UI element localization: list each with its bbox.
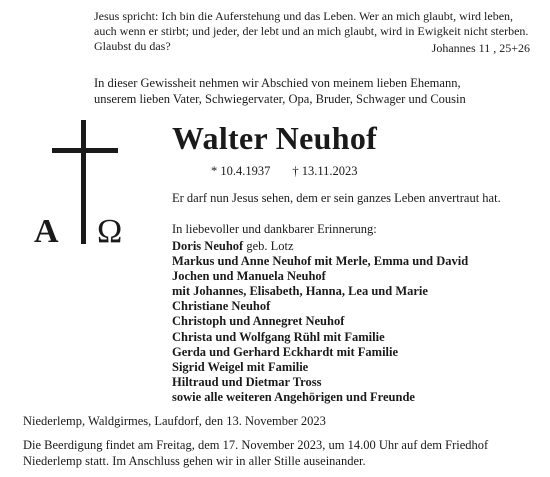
mourner-entry [172, 360, 468, 375]
mourner-entry [172, 375, 468, 390]
mourner-name: Hiltraud und Dietmar Tross [172, 374, 322, 389]
intro-line: In dieser Gewissheit nehmen wir Abschied von meinem lieben Ehemann, [94, 76, 461, 90]
mourners-list [172, 239, 468, 405]
mourner-entry [172, 284, 468, 299]
deceased-name: Walter Neuhof [172, 120, 378, 156]
mourner-name: mit Johannes, Elisabeth, Hanna, Lea und Marie [172, 284, 428, 299]
mourner-entry [172, 345, 468, 360]
omega-symbol: Ω [97, 213, 123, 250]
mourner-name: Christiane Neuhof [172, 299, 271, 314]
alpha-symbol: A [34, 213, 59, 250]
mourner-entry [172, 390, 468, 405]
mourner-entry [172, 239, 468, 254]
bible-verse [94, 9, 534, 54]
intro-line: unserem lieben Vater, Schwiegervater, Opa, Bruder, Schwager und Cousin [94, 92, 466, 106]
mourner-name: Jochen und Manuela Neuhof [172, 269, 326, 284]
mourner-name: Christoph und Annegret Neuhof [172, 314, 345, 329]
birth-date: * 10.4.1937 [211, 164, 271, 178]
mourner-name: Gerda und Gerhard Eckhardt mit Familie [172, 344, 399, 359]
memorial-quote: Er darf nun Jesus sehen, dem er sein ganzes Leben anvertraut hat. [172, 191, 501, 205]
death-date: † 13.11.2023 [292, 164, 358, 178]
verse-line: Jesus spricht: Ich bin die Auferstehung und das Leben. Wer an mich glaubt, wird leben, [94, 9, 514, 23]
mourner-name: sowie alle weiteren Angehörigen und Freunde [172, 389, 415, 404]
cross-horizontal-bar [52, 148, 118, 153]
mourner-entry [172, 299, 468, 314]
verse-reference: Johannes 11 , 25+26 [431, 41, 530, 55]
funeral-line: Die Beerdigung findet am Freitag, dem 17. November 2023, um 14.00 Uhr auf dem Friedhof [23, 438, 489, 452]
mourner-name: Sigrid Weigel mit Familie [172, 359, 309, 374]
mourner-entry [172, 314, 468, 329]
mourner-entry [172, 269, 468, 284]
mourner-name: Doris Neuhof [172, 239, 244, 253]
mourner-name: Markus und Anne Neuhof mit Merle, Emma und David [172, 254, 469, 269]
mourner-entry [172, 254, 468, 269]
place-and-date: Niederlemp, Waldgirmes, Laufdorf, den 13. November 2023 [23, 414, 326, 428]
mourner-note: geb. Lotz [243, 239, 294, 253]
funeral-notice [23, 437, 543, 469]
cross-vertical-bar [81, 120, 86, 244]
mourning-intro: In liebevoller und dankbarer Erinnerung: [172, 222, 377, 236]
verse-line: auch wenn er stirbt; und jeder, der lebt und an mich glaubt, wird in Ewigkeit nicht sterben. [94, 24, 529, 38]
mourner-entry [172, 330, 468, 345]
mourner-name: Christa und Wolfgang Rühl mit Familie [172, 329, 385, 344]
funeral-line: Niederlemp statt. Im Anschluss gehen wir in aller Stille auseinander. [23, 454, 366, 468]
verse-line: Glaubst du das? [94, 39, 171, 53]
intro-text [94, 75, 524, 107]
life-dates [211, 163, 358, 179]
